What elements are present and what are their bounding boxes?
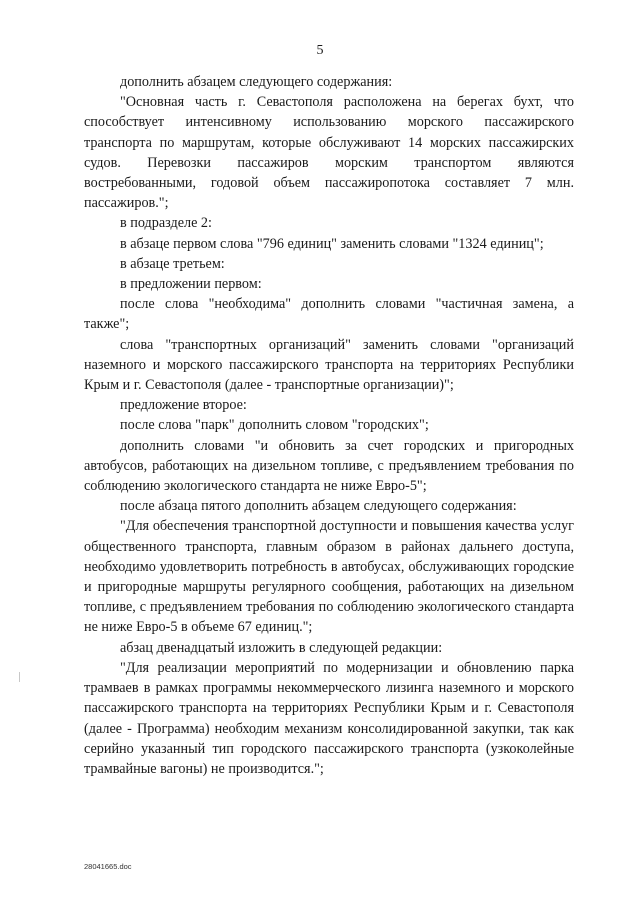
paragraph-5: в абзаце третьем: xyxy=(120,255,225,272)
paragraph-2: "Основная часть г. Севастополя расположена на берегах бухт, что способствует интенсивному использованию морского пассажирского транспорта по маршрутам, которые обслуживают 14 морских пассажирских судов. Перевозки пассажиров морским транспортом являются востребованными, годовой объем пассажиропотока составляет 7 млн. пассажиров."; xyxy=(84,94,574,212)
paragraph-1: дополнить абзацем следующего содержания: xyxy=(120,74,393,90)
margin-mark xyxy=(19,672,20,682)
paragraph-12: после абзаца пятого дополнить абзацем следующего содержания: xyxy=(120,498,517,515)
page-number: 5 xyxy=(316,43,324,58)
paragraph-11: дополнить словами "и обновить за счет городских и пригородных автобусов, работающих на дизельном топливе, с предъявлением требования по соблюдению экологического стандарта не ниже Евро-5"; xyxy=(84,437,574,495)
paragraph-3: в подразделе 2: xyxy=(120,215,212,232)
paragraph-4: в абзаце первом слова "796 единиц" заменить словами "1324 единиц"; xyxy=(120,235,544,252)
paragraph-14: абзац двенадцатый изложить в следующей редакции: xyxy=(120,639,443,656)
paragraph-7: после слова "необходима" дополнить словами "частичная замена, а также"; xyxy=(84,296,574,333)
paragraph-15: "Для реализации мероприятий по модернизации и обновлению парка трамваев в рамках программы некоммерческого лизинга наземного и морского пассажирского транспорта на территориях Республики Крым и г. Севастополя (далее - Программа) необходим механизм консолидированной закупки, так как серийно указанный тип городского пассажирского транспорта (узкоколейные трамвайные вагоны) не производится."; xyxy=(84,659,574,777)
paragraph-13: "Для обеспечения транспортной доступности и повышения качества услуг общественного транспорта, главным образом в районах дальнего доступа, необходимо удовлетворить потребность в автобусах, обслуживающих городские и пригородные маршруты регулярного сообщения, работающих на дизельном топливе, с предъявлением требования по соблюдению экологического стандарта не ниже Евро-5 в объеме 67 единиц."; xyxy=(84,518,574,636)
paragraph-6: в предложении первом: xyxy=(120,276,262,293)
paragraph-8: слова "транспортных организаций" заменить словами "организаций наземного и морского пассажирского транспорта на территориях Республики Крым и г. Севастополя (далее - транспортные организации)"; xyxy=(84,336,574,394)
paragraph-9: предложение второе: xyxy=(120,397,247,414)
paragraph-10: после слова "парк" дополнить словом "городских"; xyxy=(120,417,429,434)
document-body xyxy=(84,72,574,779)
footer-filename: 28041665.doc xyxy=(84,862,132,871)
